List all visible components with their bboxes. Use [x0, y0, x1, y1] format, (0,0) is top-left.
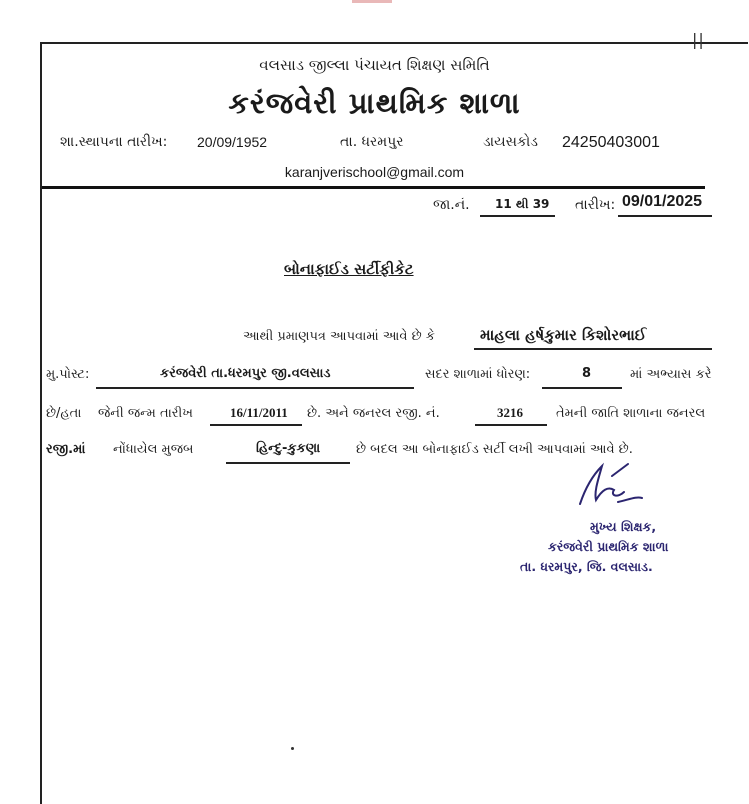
dob-underline — [210, 424, 302, 426]
page-dot — [291, 747, 294, 750]
dob-label: જેની જન્મ તારીખ — [98, 406, 193, 421]
class-underline — [542, 387, 622, 389]
class-value: 8 — [582, 366, 592, 381]
student-name: માહલા હર્ષકુમાર કિશોરભાઈ — [480, 326, 647, 344]
page-border — [40, 42, 748, 804]
header-divider — [42, 186, 705, 189]
dise-code: 24250403001 — [562, 134, 660, 151]
caste-intro-text: તેમની જાતિ શાળાના જનરલ — [556, 406, 706, 421]
signatory-place: તા. ધરમપુર, જિ. વલસાડ. — [520, 559, 653, 574]
caste-underline — [226, 462, 350, 464]
class-suffix: માં અભ્યાસ કરે — [630, 367, 712, 382]
school-name: કરંજવેરી પ્રાથમિક શાળા — [228, 86, 521, 120]
student-address: કરંજવેરી તા.ધરમપુર જી.વલસાડ — [160, 366, 331, 381]
caste-value: હિન્દુ-કુકણા — [256, 441, 321, 456]
register-number: 3216 — [497, 405, 523, 420]
was-is-text: છે/હતા — [46, 406, 82, 421]
signature-scribble — [572, 456, 652, 512]
certificate-title: બોનાફાઈડ સર્ટીફીકેટ — [284, 260, 414, 278]
closing-text: છે બદલ આ બોનાફાઈડ સર્ટી લખી આપવામાં આવે છે. — [356, 442, 633, 457]
as-recorded-text: નોંધાયેલ મુજબ — [113, 442, 194, 457]
address-underline — [96, 387, 414, 389]
committee-name: વલસાડ જીલ્લા પંચાયત શિક્ષણ સમિતિ — [259, 56, 490, 74]
established-date: 20/09/1952 — [197, 134, 268, 150]
reference-number-underline — [480, 215, 555, 217]
register-in-text: રજી.માં — [46, 442, 86, 457]
post-label: મુ.પોસ્ટ: — [46, 367, 90, 382]
reference-number-label: જા.નં. — [433, 197, 470, 213]
dise-label: ડાયસકોડ — [483, 134, 538, 150]
signatory-title: મુખ્ય શિક્ષક, — [590, 519, 657, 534]
certify-text: આથી પ્રમાણપત્ર આપવામાં આવે છે કે — [243, 329, 435, 344]
class-label: સદર શાળામાં ધોરણ: — [425, 367, 531, 382]
corner-mark: || — [692, 30, 705, 49]
date-label: તારીખ: — [575, 197, 616, 213]
reference-number-value: 11 થી 39 — [495, 197, 550, 211]
signatory-school: કરંજવેરી પ્રાથમિક શાળા — [548, 539, 669, 554]
register-underline — [475, 424, 547, 426]
top-edge-mark — [352, 0, 392, 3]
date-value: 09/01/2025 — [622, 193, 703, 210]
taluka: તા. ધરમપુર — [340, 134, 404, 150]
date-of-birth: 16/11/2011 — [230, 405, 288, 420]
student-name-underline — [474, 348, 712, 350]
register-label: છે. અને જનરલ રજી. નં. — [307, 406, 440, 421]
date-underline — [618, 215, 712, 217]
school-email: karanjverischool@gmail.com — [284, 164, 465, 180]
established-label: શા.સ્થાપના તારીખ: — [60, 134, 168, 150]
